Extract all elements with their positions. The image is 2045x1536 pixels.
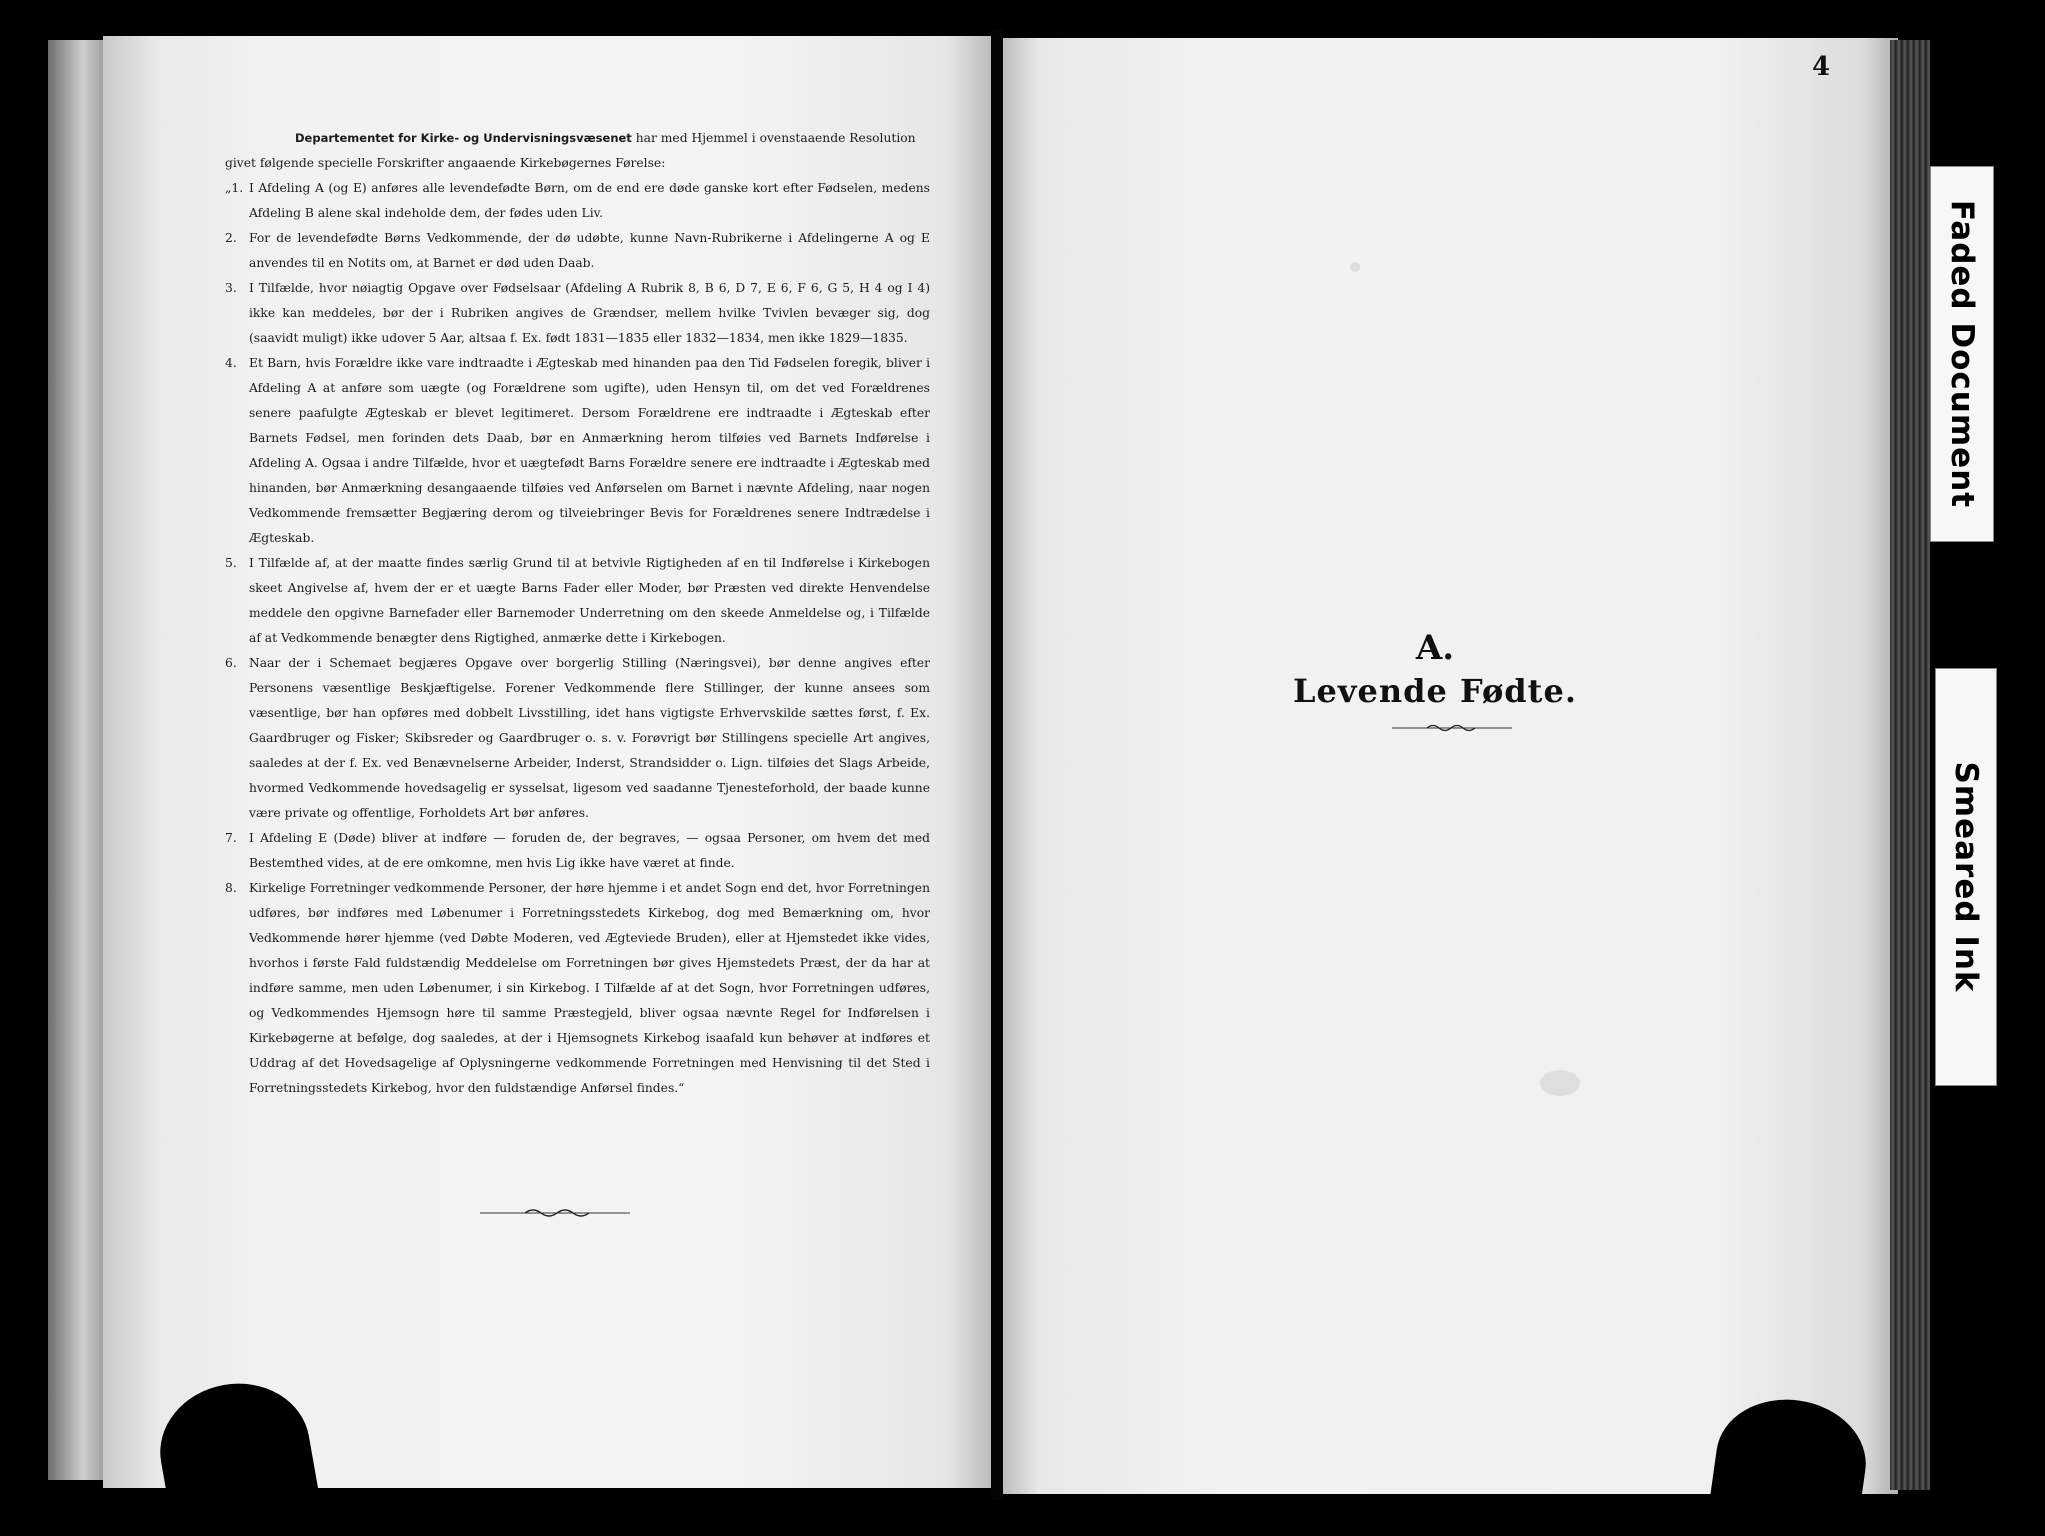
regulation-text: I Tilfælde af, at der maatte findes særlig Grund til at betvivle Rigtigheden af en til Indførelse i Kirkebogen skeet Angivelse af, hvem der er et uægte Barns Fader eller Moder, bør Præsten ved direkte Henvendelse meddele den opgivne Barnefader eller Barnemoder Underretning om den skeede Anmeldelse og, i Tilfælde af at Vedkommende benægter dens Rigtighed, anmærke dette i Kirkebogen. <box>249 556 930 645</box>
right-page <box>1003 38 1898 1494</box>
regulation-text: I Afdeling A (og E) anføres alle levendefødte Børn, om de end ere døde ganske kort efter Fødselen, medens Afdeling B alene skal indeholde dem, der fødes uden Liv. <box>249 181 930 220</box>
ink-smudge <box>1540 1070 1580 1096</box>
regulation-item <box>225 176 930 226</box>
smeared-ink-tab <box>1935 668 1997 1086</box>
regulation-item <box>225 351 930 551</box>
ink-spot <box>1350 262 1360 272</box>
regulation-number: 4. <box>225 356 237 370</box>
regulation-text: For de levendefødte Børns Vedkommende, der dø udøbte, kunne Navn-Rubrikerne i Afdelingerne A og E anvendes til en Notits om, at Barnet er død uden Daab. <box>249 231 930 270</box>
intro-paragraph <box>225 126 930 176</box>
regulation-text: I Tilfælde, hvor nøiagtig Opgave over Fødselsaar (Afdeling A Rubrik 8, B 6, D 7, E 6, F 6, G 5, H 4 og I 4) ikke kan meddeles, bør der i Rubriken angives de Grændser, mellem hvilke Tvivlen bevæger sig, dog (saavidt muligt) ikke udover 5 Aar, altsaa f. Ex. født 1831—1835 eller 1832—1834, men ikke 1829—1835. <box>249 281 930 345</box>
faded-document-label: Faded Document <box>1944 199 1980 509</box>
regulation-text: Kirkelige Forretninger vedkommende Personer, der høre hjemme i et andet Sogn end det, hvor Forretningen udføres, bør indføres med Løbenumer i Forretningsstedets Kirkebog, dog med Bemærkning om, hvor Vedkommende hører hjemme (ved Døbte Moderen, ved Ægteviede Bruden), eller at Hjemstedet ikke vides, hvorhos i første Fald fuldstændig Meddelelse om Forretningen bør gives Hjemstedets Præst, der da har at indføre samme, men uden Løbenumer, i sin Kirkebog. I Tilfælde af at det Sogn, hvor Forretningen udføres, og Vedkommendes Hjemsogn høre til samme Præstegjeld, bliver ogsaa nævnte Regel for Indførelsen i Kirkebøgerne at befølge, dog saaledes, at der i Hjemsognets Kirkebog isaafald kun behøver at indføres et Uddrag af det Hovedsagelige af Oplysningerne vedkommende Forretningen med Henvisning til det Sted i Forretningsstedets Kirkebog, hvor den fuldstændige Anførsel findes.“ <box>249 881 930 1095</box>
book-gutter <box>991 30 1003 1500</box>
smeared-ink-label: Smeared Ink <box>1948 761 1984 993</box>
regulation-item <box>225 226 930 276</box>
page-number: 4 <box>1812 52 1831 82</box>
intro-text: har med Hjemmel i ovenstaaende Resolution givet følgende specielle Forskrifter angaaende Kirkebøgernes Førelse: <box>225 131 916 170</box>
regulation-list <box>225 176 930 1101</box>
regulation-item <box>225 826 930 876</box>
regulations-text <box>225 126 930 1101</box>
ornament-divider <box>480 1206 630 1220</box>
regulation-number: 5. <box>225 556 237 570</box>
department-name: Departementet for Kirke- og Undervisningsvæsenet <box>295 131 632 145</box>
faded-document-tab <box>1930 166 1994 542</box>
regulation-item <box>225 276 930 351</box>
regulation-item <box>225 551 930 651</box>
regulation-text: Et Barn, hvis Forældre ikke vare indtraadte i Ægteskab med hinanden paa den Tid Fødselen foregik, bliver i Afdeling A at anføre som uægte (og Forældrene som ugifte), uden Hensyn til, om det ved Forældrenes senere paafulgte Ægteskab er blevet legitimeret. Dersom Forældrene ere indtraadte i Ægteskab efter Barnets Fødsel, men forinden dets Daab, bør en Anmærkning herom tilføies ved Barnets Indførelse i Afdeling A. Ogsaa i andre Tilfælde, hvor et uægtefødt Barns Forældre senere ere indtraadte i Ægteskab med hinanden, bør Anmærkning desangaaende tilføies ved Anførselen om Barnet i nævnte Afdeling, naar nogen Vedkommende fremsætter Begjæring derom og tilveiebringer Bevis for Forældrenes senere Indtrædelse i Ægteskab. <box>249 356 930 545</box>
book-edge-left <box>48 40 106 1480</box>
regulation-number: 2. <box>225 231 237 245</box>
regulation-text: Naar der i Schemaet begjæres Opgave over borgerlig Stilling (Næringsvei), bør denne angives efter Personens væsentlige Beskjæftigelse. Forener Vedkommende flere Stillinger, der kunne ansees som væsentlige, bør han opføres med dobbelt Livsstilling, idet hans vigtigste Erhvervskilde sættes først, f. Ex. Gaardbruger og Fisker; Skibsreder og Gaardbruger o. s. v. Forøvrigt bør Stillingens specielle Art angives, saaledes at der f. Ex. ved Benævnelserne Arbeider, Inderst, Strandsidder o. Lign. tilføies det Slags Arbeide, hvormed Vedkommende hovedsagelig er sysselsat, ligesom ved saadanne Tjenesteforhold, der baade kunne være private og offentlige, Forholdets Art bør anføres. <box>249 656 930 820</box>
regulation-item <box>225 876 930 1101</box>
regulation-number: 3. <box>225 281 237 295</box>
section-letter: A. <box>1415 628 1455 668</box>
page-edges <box>1890 40 1930 1490</box>
regulation-number: 6. <box>225 656 237 670</box>
regulation-text: I Afdeling E (Døde) bliver at indføre — foruden de, der begraves, — ogsaa Personer, om hvem det med Bestemthed vides, at de ere omkomne, men hvis Lig ikke have været at finde. <box>249 831 930 870</box>
regulation-number: 8. <box>225 881 237 895</box>
regulation-number: 7. <box>225 831 237 845</box>
section-title: Levende Fødte. <box>1293 672 1577 710</box>
regulation-item <box>225 651 930 826</box>
regulation-number: „1. <box>225 181 244 195</box>
ornament-divider <box>1392 722 1512 734</box>
